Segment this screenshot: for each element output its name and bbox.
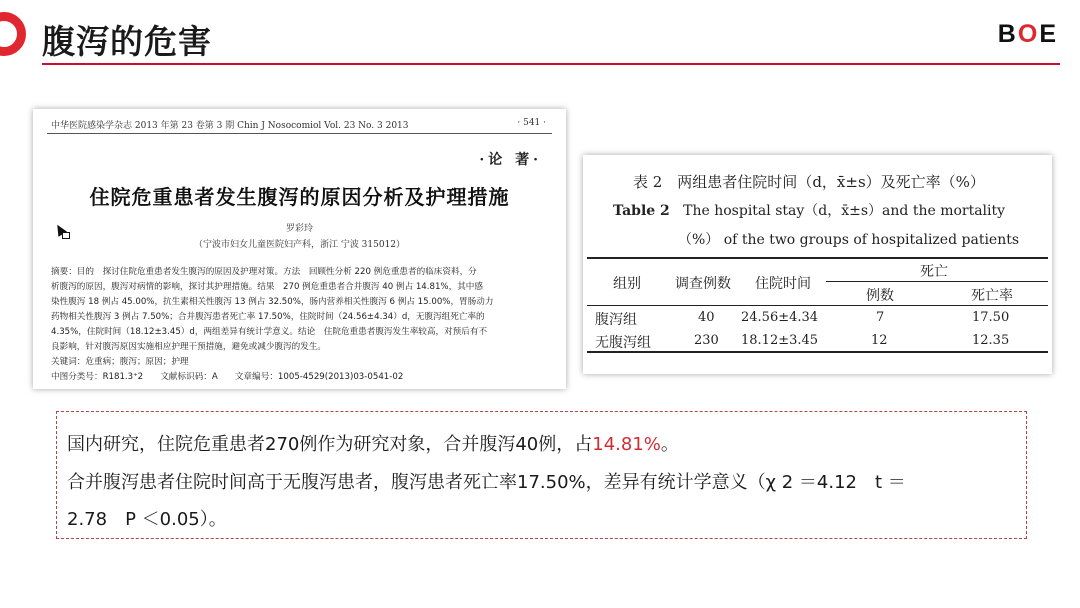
table-cell-count: 40 bbox=[698, 310, 715, 325]
abstract-line: 染性腹泻 18 例占 45.00%，抗生素相关性腹泻 13 例占 32.50%，肠内营养相关性腹泻 6 例占 15.00%，胃肠动力 bbox=[51, 297, 494, 307]
table-image bbox=[583, 155, 1052, 374]
paper-author: 罗彩玲 bbox=[285, 224, 313, 234]
summary-highlight-percent: 14.81% bbox=[592, 434, 661, 455]
table-header-death: 死亡 bbox=[920, 264, 948, 280]
summary-box bbox=[56, 411, 1027, 539]
table-cell-cases: 7 bbox=[876, 310, 885, 325]
abstract-line: 析腹泻的原因，腹泻对病情的影响，探讨其护理措施。结果 270 例危重患者合并腹泻 40 例占 14.81%，其中感 bbox=[51, 282, 483, 292]
abstract-keywords: 关键词：危重病；腹泻；原因；护理 bbox=[51, 357, 189, 367]
table-rule-mid bbox=[587, 305, 1048, 306]
summary-line-1-text: 国内研究，住院危重患者270例作为研究对象，合并腹泻40例，占 bbox=[67, 434, 593, 455]
table-header-death-cases: 例数 bbox=[866, 288, 894, 304]
table-caption-cn: 表 2 两组患者住院时间（d，x̄±s）及死亡率（%） bbox=[633, 173, 985, 191]
table-header-stay: 住院时间 bbox=[755, 276, 811, 292]
table-cell-stay: 24.56±4.34 bbox=[741, 310, 819, 325]
paper-image bbox=[33, 109, 566, 389]
summary-line-2: 合并腹泻患者住院时间高于无腹泻患者，腹泻患者死亡率17.50%，差异有统计学意义（χ 2 ＝4.12 t ＝ bbox=[67, 472, 906, 493]
table-header-group: 组别 bbox=[613, 276, 641, 292]
abstract-line: 良影响，针对腹泻原因实施相应护理干预措施，避免或减少腹泻的发生。 bbox=[51, 342, 327, 352]
table-cell-count: 230 bbox=[694, 333, 719, 348]
summary-line-1 bbox=[67, 430, 679, 456]
cursor-box-icon bbox=[62, 232, 70, 239]
table-cell-stay: 18.12±3.45 bbox=[741, 333, 819, 348]
table-caption-en-line2: （%） of the two groups of hospitalized patients bbox=[678, 232, 1020, 248]
paper-section: ·论 著· bbox=[479, 152, 542, 168]
brand-logo bbox=[998, 20, 1058, 49]
table-caption-en-line1: The hospital stay（d，x̄±s）and the mortality bbox=[683, 203, 1006, 219]
table-cell-cases: 12 bbox=[871, 333, 888, 348]
page-number: · 541 · bbox=[517, 118, 546, 128]
abstract-classification: 中图分类号：R181.3⁺2 文献标识码：A 文章编号：1005-4529(2013)03-0541-02 bbox=[51, 372, 404, 382]
brand-letter-o: O bbox=[1017, 20, 1040, 48]
title-divider bbox=[42, 63, 1060, 65]
paper-affiliation: （宁波市妇女儿童医院妇产科，浙江 宁波 315012） bbox=[193, 240, 406, 250]
paper-title: 住院危重患者发生腹泻的原因分析及护理措施 bbox=[89, 185, 510, 209]
paper-abstract bbox=[51, 265, 548, 385]
page-title: 腹泻的危害 bbox=[42, 22, 212, 61]
table-cell-rate: 17.50 bbox=[972, 310, 1010, 325]
abstract-line: 4.35%，住院时间（18.12±3.45）d，两组差异有统计学意义。结论 住院危重患者腹泻发生率较高，对预后有不 bbox=[51, 327, 488, 337]
summary-line-3: 2.78 P ＜0.05）。 bbox=[67, 509, 227, 530]
table-rule-top bbox=[587, 257, 1048, 259]
table-caption-en-label: Table 2 bbox=[613, 203, 670, 219]
abstract-line: 药物相关性腹泻 3 例占 7.50%；合并腹泻患者死亡率 17.50%，住院时间（24.56±4.34）d，无腹泻组死亡率的 bbox=[51, 312, 485, 322]
brand-letter-b: B bbox=[997, 20, 1018, 48]
table-rule-sub bbox=[826, 281, 1048, 282]
table-header-death-rate: 死亡率 bbox=[971, 288, 1013, 304]
logo-circle-icon bbox=[0, 12, 26, 56]
journal-header-rule bbox=[47, 133, 552, 134]
table-cell-group: 无腹泻组 bbox=[595, 335, 651, 351]
table-header-count: 调查例数 bbox=[675, 276, 731, 292]
brand-letter-e: E bbox=[1039, 20, 1058, 48]
journal-header: 中华医院感染学杂志 2013 年第 23 卷第 3 期 Chin J Nosocomiol Vol. 23 No. 3 2013 bbox=[51, 121, 409, 131]
table-cell-group: 腹泻组 bbox=[595, 312, 637, 328]
summary-line-1-end: 。 bbox=[660, 434, 679, 455]
table-caption-en bbox=[613, 200, 1005, 220]
abstract-line: 摘要：目的 探讨住院危重患者发生腹泻的原因及护理对策。方法 回顾性分析 220 例危重患者的临床资料，分 bbox=[51, 267, 477, 277]
table-rule-bottom bbox=[587, 351, 1048, 353]
table-cell-rate: 12.35 bbox=[972, 333, 1010, 348]
